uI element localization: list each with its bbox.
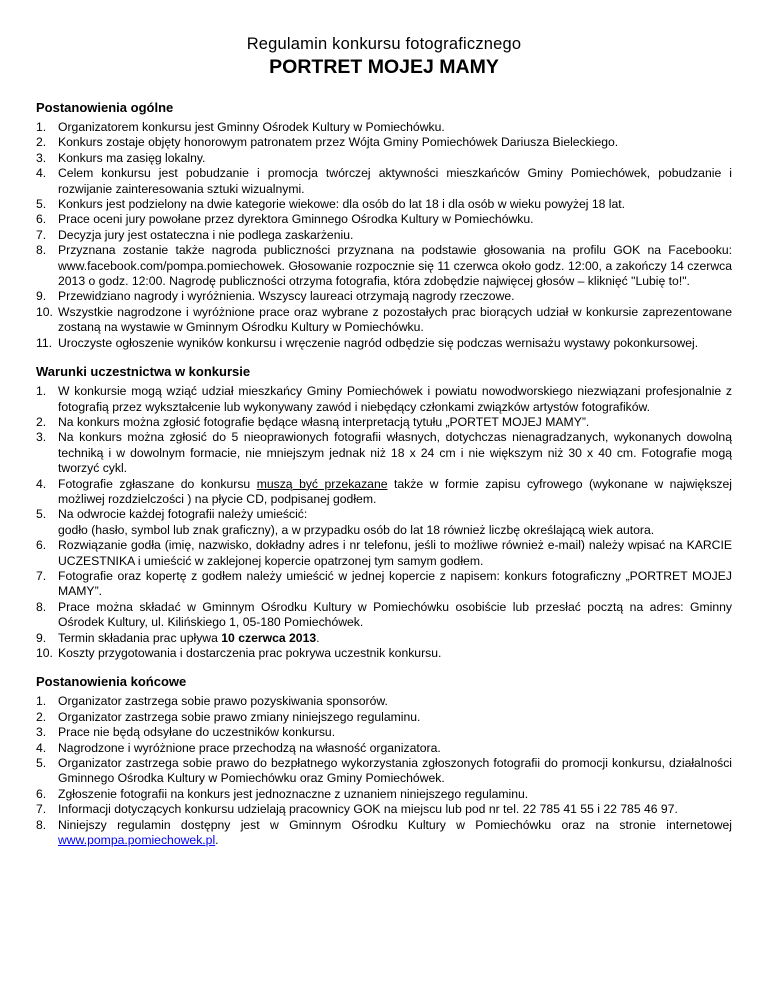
list-item: 2. Organizator zastrzega sobie prawo zmiany niniejszego regulaminu. [36, 709, 421, 724]
list-item: 5. Organizator zastrzega sobie prawo do bezpłatnego wykorzystania zgłoszonych fotografii do promocji konkursu, działalności Gminnego Ośrodka Kultury w Pomiechówku oraz Gminy Pomiechówek. [36, 756, 732, 786]
list-item: 6. Rozwiązanie godła (imię, nazwisko, dokładny adres i nr telefonu, jeśli to możliwe również e-mail) należy wpisać na KARCIE UCZESTNIKA i umieścić w zaklejonej kopercie opatrzonej tym samym godłem. [36, 538, 732, 568]
list-item: 8. Prace można składać w Gminnym Ośrodku Kultury w Pomiechówku osobiście lub przesłać pocztą na adres: Gminny Ośrodek Kultury, ul. Kilińskiego 1, 05-180 Pomiechówek. [36, 599, 732, 630]
list-item: 4. Fotografie zgłaszane do konkursu muszą być przekazane także w formie zapisu cyfrowego (wykonane w największej możliwej rozdzielczości ) na płycie CD, podpisanej godłem. [36, 476, 732, 506]
general-provisions-list [36, 120, 732, 351]
section-heading-final: Postanowienia końcowe [36, 674, 187, 690]
list-item: 1. Organizatorem konkursu jest Gminny Ośrodek Kultury w Pomiechówku. [36, 120, 445, 134]
list-item: 8. Przyznana zostanie także nagroda publiczności przyznana na podstawie głosowania na profilu GOK na Facebooku: www.facebook.com/pompa.pomiechowek. Głosowanie rozpocznie się 11 czerwca około godz. 12:00, a zakończy 14 czerwca 2013 o godz. 12:00. Nagrodę publiczności otrzyma fotografia, która zdobędzie najwięcej głosów – kliknięć "Lubię to!". [36, 243, 732, 289]
list-item: 6. Zgłoszenie fotografii na konkurs jest jednoznaczne z uznaniem niniejszego regulaminu. [36, 786, 529, 801]
list-item: 7. Fotografie oraz kopertę z godłem należy umieścić w jednej kopercie z napisem: konkurs fotograficzny „PORTRET MOJEJ MAMY”. [36, 568, 732, 599]
list-item: 7. Informacji dotyczących konkursu udzielają pracownicy GOK na miejscu lub pod nr tel. 22 785 41 55 i 22 785 46 97. [36, 802, 678, 817]
list-item: 5. Konkurs jest podzielony na dwie kategorie wiekowe: dla osób do lat 18 i dla osób w wieku powyżej 18 lat. [36, 197, 626, 212]
list-item: 5. Na odwrocie każdej fotografii należy umieścić: godło (hasło, symbol lub znak graficzny), a w przypadku osób do lat 18 również liczbę określającą wiek autora. [36, 507, 655, 537]
document-title: PORTRET MOJEJ MAMY [269, 56, 499, 78]
website-link[interactable]: www.pompa.pomiechowek.pl [58, 833, 216, 848]
list-item: 6. Prace oceni jury powołane przez dyrektora Gminnego Ośrodka Kultury w Pomiechówku. [36, 212, 534, 227]
list-item: 10. Koszty przygotowania i dostarczenia prac pokrywa uczestnik konkursu. [36, 646, 442, 660]
title-block [36, 34, 732, 79]
final-provisions-list [36, 694, 732, 848]
list-item: 9. Przewidziano nagrody i wyróżnienia. Wszyscy laureaci otrzymają nagrody rzeczowe. [36, 289, 515, 304]
list-item: 4. Celem konkursu jest pobudzanie i promocja twórczej aktywności mieszkańców Gminy Pomiechówek, pobudzanie i rozwijanie zainteresowania sztuki wizualnymi. [36, 166, 732, 196]
list-item: 3. Na konkurs można zgłosić do 5 nieoprawionych fotografii własnych, dotychczas nienagradzanych, wykonanych dowolną techniką i w dowolnym formacie, nie mniejszym jednak niż 18 x 24 cm i nie większym niż 30 x 40 cm. Fotografie mogą tworzyć cykl. [36, 430, 732, 476]
list-item: 2. Na konkurs można zgłosić fotografie będące własną interpretacją tytułu „PORTET MOJEJ MAMY”. [36, 414, 590, 429]
section-heading-general: Postanowienia ogólne [36, 100, 174, 115]
section-heading-participation: Warunki uczestnictwa w konkursie [36, 364, 251, 380]
list-item: 4. Nagrodzone i wyróżnione prace przechodzą na własność organizatora. [36, 740, 441, 755]
list-item: 3. Konkurs ma zasięg lokalny. [36, 150, 206, 165]
list-item: 10. Wszystkie nagrodzone i wyróżnione prace oraz wybrane z pozostałych prac biorących udział w konkursie zaprezentowane zostaną na wystawie w Gminnym Ośrodku Kultury w Pomiechówku. [36, 304, 732, 335]
participation-conditions-list [36, 384, 732, 661]
list-item: 1. Organizator zastrzega sobie prawo pozyskiwania sponsorów. [36, 694, 388, 709]
deadline-date: 10 czerwca 2013 [221, 630, 317, 645]
underlined-text: muszą być przekazane [256, 476, 388, 491]
list-item: 7. Decyzja jury jest ostateczna i nie podlega zaskarżeniu. [36, 227, 354, 242]
list-item: 2. Konkurs zostaje objęty honorowym patronatem przez Wójta Gminy Pomiechówek Dariusza Bieleckiego. [36, 135, 619, 150]
list-item: 9. Termin składania prac upływa 10 czerwca 2013. [36, 630, 320, 645]
list-item: 1. W konkursie mogą wziąć udział mieszkańcy Gminy Pomiechówek i powiatu nowodworskiego niezwiązani profesjonalnie z fotografią przez wykształcenie lub wykonywany zawód i niebędący członkami związków artystów fotografików. [36, 384, 732, 414]
document-subtitle: Regulamin konkursu fotograficznego [246, 35, 522, 53]
list-item: 11. Uroczyste ogłoszenie wyników konkursu i wręczenie nagród odbędzie się podczas wernisażu wystawy pokonkursowej. [36, 335, 699, 350]
list-item: 8. Niniejszy regulamin dostępny jest w Gminnym Ośrodku Kultury w Pomiechówku oraz na stronie internetowej www.pompa.pomiechowek.pl. [36, 817, 732, 848]
list-item: 3. Prace nie będą odsyłane do uczestników konkursu. [36, 725, 336, 740]
